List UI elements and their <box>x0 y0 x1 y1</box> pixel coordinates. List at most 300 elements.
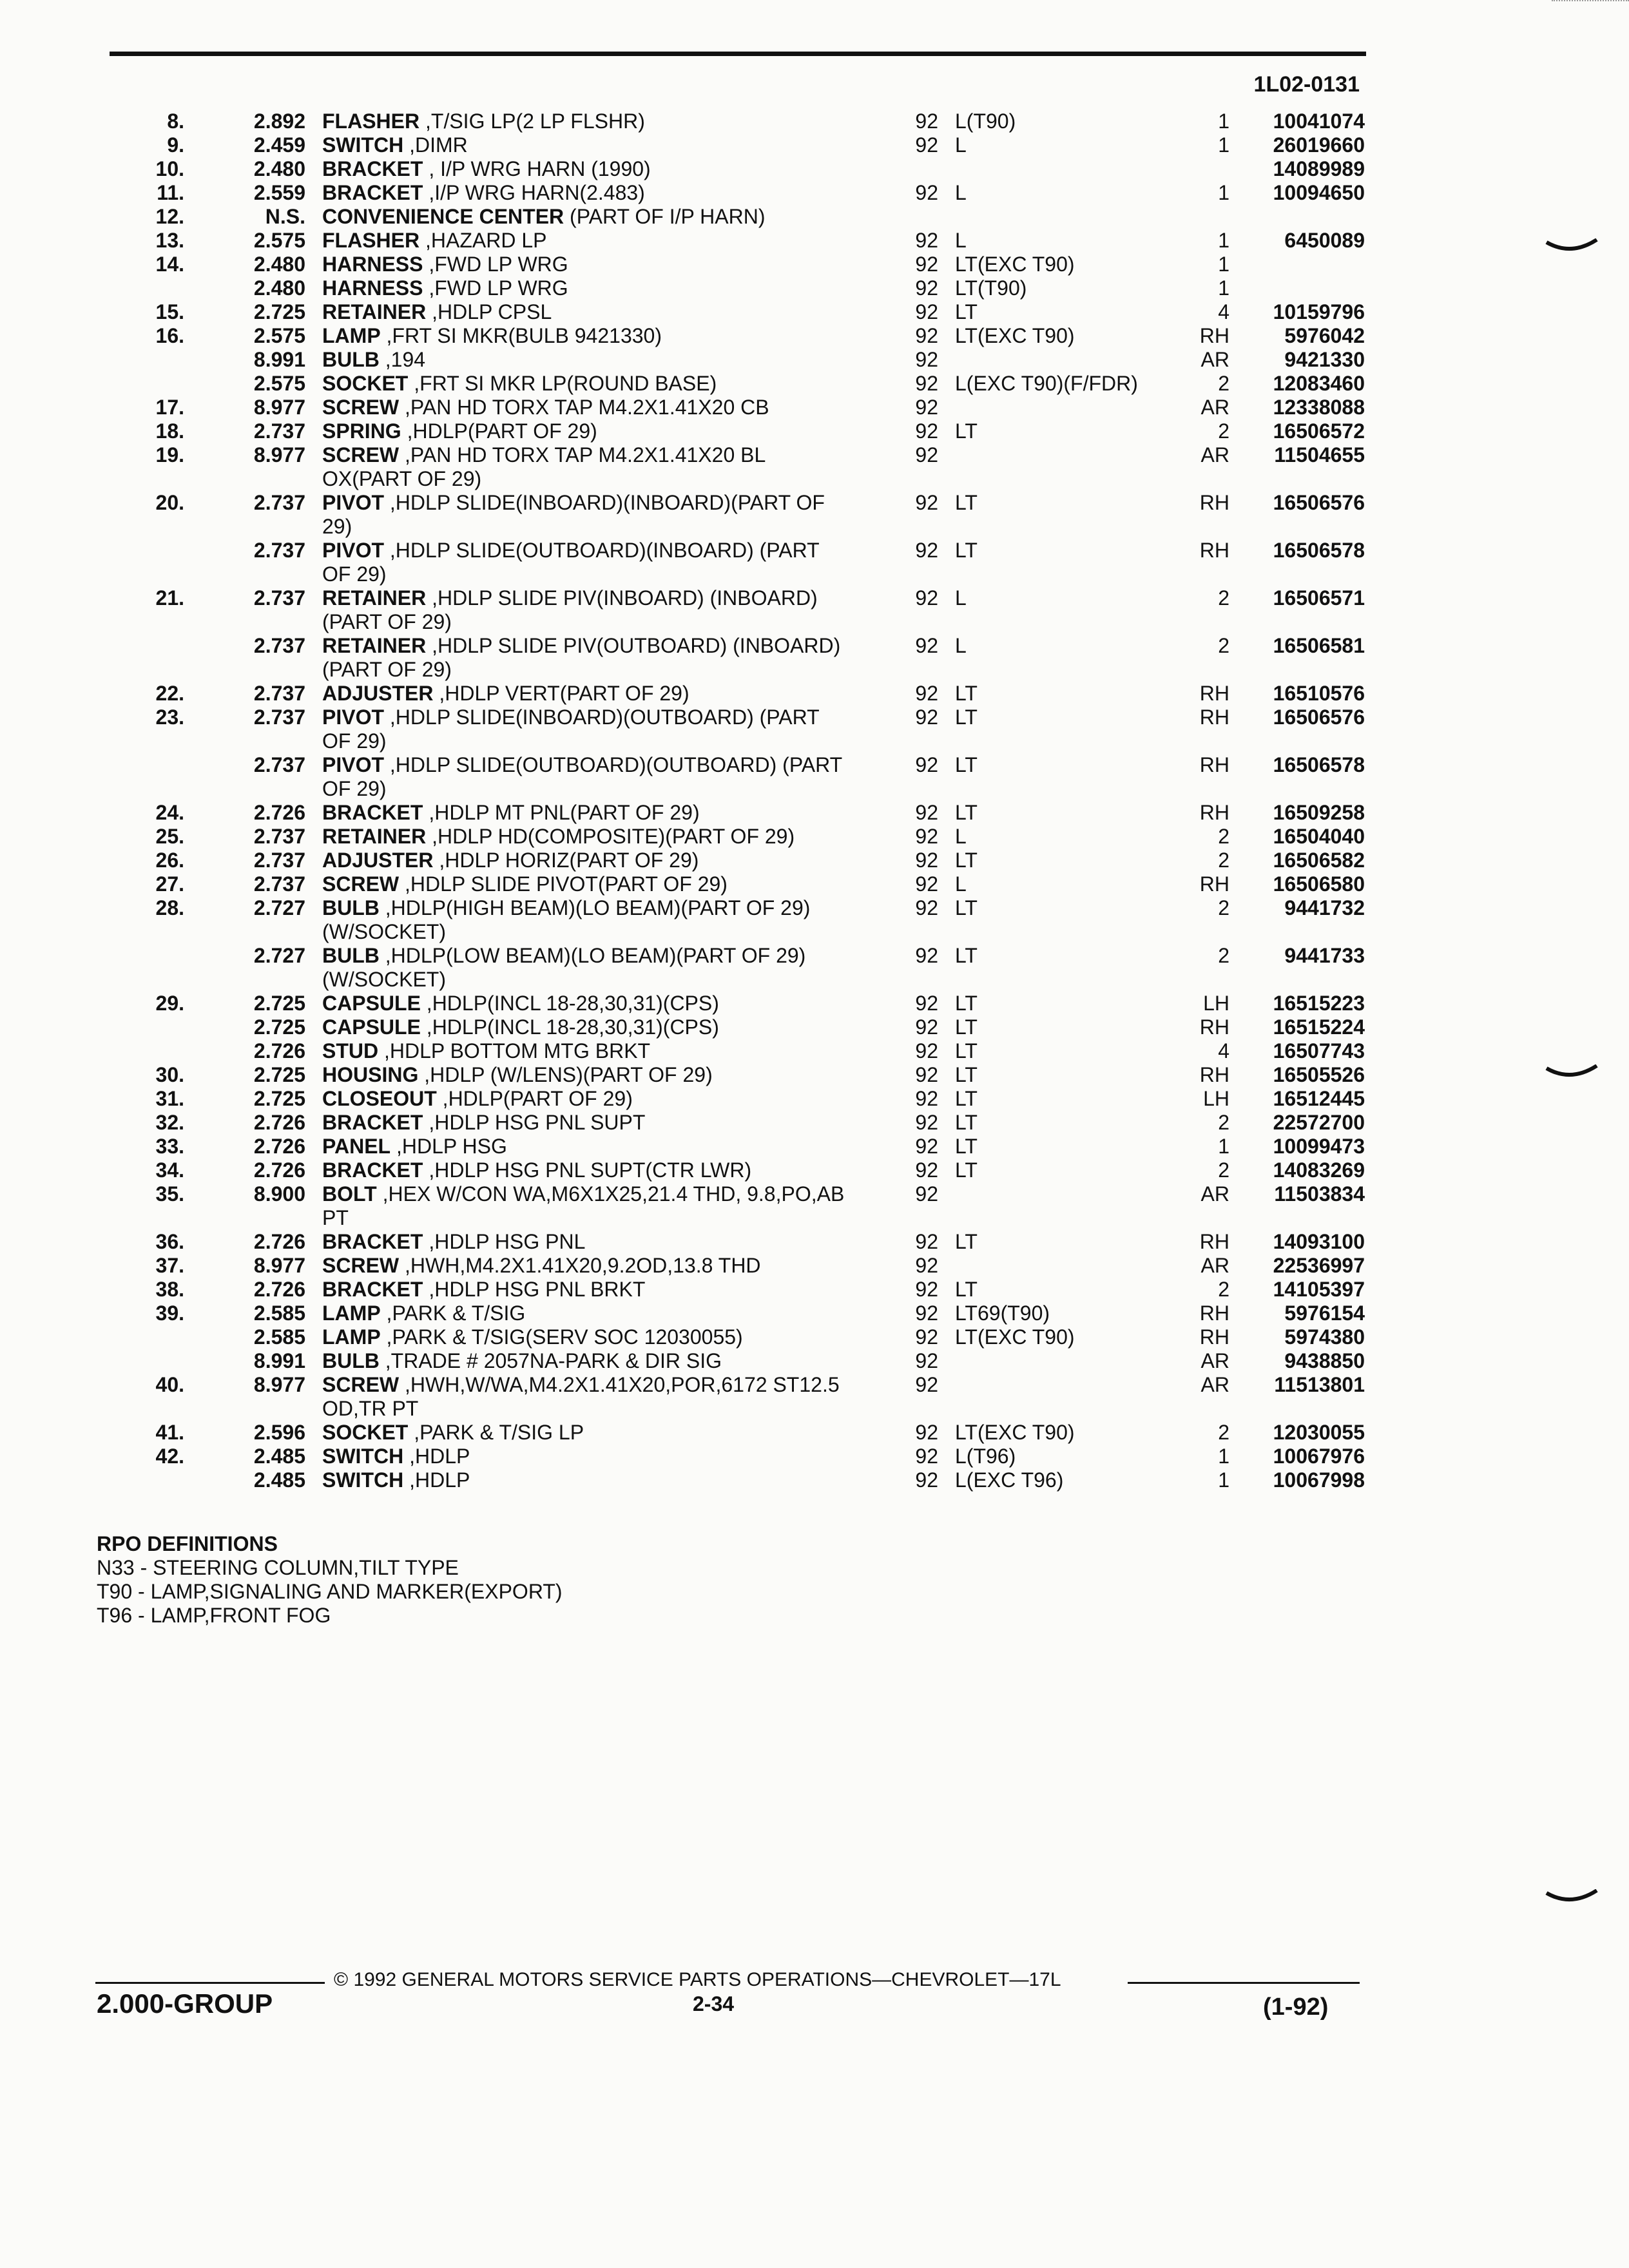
part-name: SOCKET <box>322 372 409 395</box>
usage-note: LT <box>955 682 978 705</box>
part-number: 5976042 <box>1284 324 1365 347</box>
part-number: 9441732 <box>1284 896 1365 919</box>
model-year: 92 <box>915 872 938 896</box>
quantity: LH <box>1203 992 1229 1015</box>
figure-number: 2.737 <box>253 491 305 514</box>
part-name: HOUSING <box>322 1063 419 1086</box>
description <box>322 229 851 253</box>
description <box>322 300 851 324</box>
part-detail: ,T/SIG LP(2 LP FLSHR) <box>419 110 645 133</box>
quantity: AR <box>1200 443 1229 466</box>
table-row <box>0 491 1629 539</box>
figure-number: 2.485 <box>253 1468 305 1492</box>
item-number: 21. <box>155 586 184 610</box>
part-name: BRACKET <box>322 1278 423 1301</box>
part-name: CAPSULE <box>322 992 421 1015</box>
part-detail: ,HDLP MT PNL(PART OF 29) <box>423 801 700 824</box>
description <box>322 1421 851 1445</box>
model-year: 92 <box>915 539 938 562</box>
figure-number: 2.726 <box>253 1230 305 1253</box>
table-row <box>0 1015 1629 1039</box>
model-year: 92 <box>915 1302 938 1325</box>
part-number: 16504040 <box>1273 825 1365 848</box>
part-detail: ,PARK & T/SIG(SERV SOC 12030055) <box>380 1325 743 1349</box>
quantity: 1 <box>1218 1135 1229 1158</box>
part-detail: ,FRT SI MKR LP(ROUND BASE) <box>408 372 717 395</box>
usage-note: LT(EXC T90) <box>955 324 1075 347</box>
part-detail: ,HDLP HD(COMPOSITE)(PART OF 29) <box>426 825 795 848</box>
part-detail: ,HDLP <box>403 1445 470 1468</box>
figure-number: 2.480 <box>253 253 305 276</box>
part-detail: ,HDLP HSG PNL <box>423 1230 586 1253</box>
table-row <box>0 1158 1629 1182</box>
table-row <box>0 825 1629 849</box>
usage-note: LT <box>955 801 978 824</box>
description <box>322 706 851 753</box>
table-row <box>0 229 1629 253</box>
usage-note: L <box>955 872 967 896</box>
quantity: 4 <box>1218 300 1229 323</box>
model-year: 92 <box>915 1349 938 1372</box>
model-year: 92 <box>915 1158 938 1182</box>
quantity: RH <box>1199 539 1229 562</box>
item-number: 11. <box>157 181 184 204</box>
description <box>322 133 851 157</box>
usage-note: LT <box>955 1087 978 1110</box>
table-row <box>0 586 1629 634</box>
item-number: 42. <box>155 1445 184 1468</box>
model-year: 92 <box>915 419 938 443</box>
description <box>322 419 851 443</box>
part-name: CAPSULE <box>322 1015 421 1039</box>
part-number: 16506578 <box>1273 539 1365 562</box>
quantity: 2 <box>1218 944 1229 967</box>
item-number: 39. <box>155 1302 184 1325</box>
figure-number: 2.575 <box>253 229 305 252</box>
model-year: 92 <box>915 1135 938 1158</box>
model-year: 92 <box>915 110 938 133</box>
item-number: 41. <box>155 1421 184 1444</box>
table-row <box>0 205 1629 229</box>
part-name: BULB <box>322 896 380 919</box>
quantity: RH <box>1199 1015 1229 1039</box>
item-number: 10. <box>155 157 184 180</box>
description <box>322 1325 851 1349</box>
table-row <box>0 872 1629 896</box>
usage-note: L(EXC T90)(F/FDR) <box>955 372 1138 395</box>
description <box>322 372 851 396</box>
part-number: 9438850 <box>1284 1349 1365 1372</box>
description <box>322 634 851 682</box>
usage-note: LT(T90) <box>955 276 1027 300</box>
quantity: 1 <box>1218 1468 1229 1492</box>
item-number: 24. <box>155 801 184 824</box>
figure-number: 2.596 <box>253 1421 305 1444</box>
part-detail: ,TRADE # 2057NA-PARK & DIR SIG <box>379 1349 722 1372</box>
quantity: 2 <box>1218 1111 1229 1134</box>
item-number: 33. <box>155 1135 184 1158</box>
table-row <box>0 849 1629 872</box>
quantity: 2 <box>1218 372 1229 395</box>
part-detail: ,HDLP BOTTOM MTG BRKT <box>378 1039 651 1062</box>
table-row <box>0 753 1629 801</box>
quantity: RH <box>1199 1230 1229 1253</box>
table-row <box>0 682 1629 706</box>
part-detail: ,HDLP(LOW BEAM)(LO BEAM)(PART OF 29)(W/SOCKET) <box>322 944 806 991</box>
table-row <box>0 944 1629 992</box>
quantity: 2 <box>1218 849 1229 872</box>
usage-note: LT <box>955 706 978 729</box>
model-year: 92 <box>915 1015 938 1039</box>
usage-note: LT(EXC T90) <box>955 1325 1075 1349</box>
figure-number: 2.737 <box>253 586 305 610</box>
quantity: AR <box>1200 348 1229 371</box>
quantity: 1 <box>1218 181 1229 204</box>
part-number: 16515224 <box>1273 1015 1365 1039</box>
item-number: 27. <box>155 872 184 896</box>
item-number: 19. <box>155 443 184 466</box>
item-number: 40. <box>155 1373 184 1396</box>
part-number: 22572700 <box>1273 1111 1365 1134</box>
table-row <box>0 1039 1629 1063</box>
quantity: RH <box>1199 1063 1229 1086</box>
usage-note: L <box>955 229 967 252</box>
description <box>322 1445 851 1468</box>
model-year: 92 <box>915 348 938 371</box>
description <box>322 944 851 992</box>
figure-number: 2.725 <box>253 1087 305 1110</box>
table-row <box>0 372 1629 396</box>
part-number: 16506580 <box>1273 872 1365 896</box>
part-name: SCREW <box>322 1373 400 1396</box>
part-number: 16507743 <box>1273 1039 1365 1062</box>
part-number: 22536997 <box>1273 1254 1365 1277</box>
usage-note: LT <box>955 1111 978 1134</box>
description <box>322 1039 851 1063</box>
description <box>322 205 851 229</box>
figure-number: 2.726 <box>253 1278 305 1301</box>
figure-number: 2.737 <box>253 634 305 657</box>
model-year: 92 <box>915 396 938 419</box>
description <box>322 1254 851 1278</box>
footer-group: 2.000-GROUP <box>97 1988 273 2019</box>
part-name: BULB <box>322 348 380 371</box>
figure-number: 2.575 <box>253 372 305 395</box>
model-year: 92 <box>915 706 938 729</box>
part-name: PANEL <box>322 1135 391 1158</box>
figure-number: 2.725 <box>253 1063 305 1086</box>
description <box>322 348 851 372</box>
part-number: 11513801 <box>1274 1373 1365 1396</box>
model-year: 92 <box>915 586 938 610</box>
part-number: 14089989 <box>1273 157 1365 180</box>
part-name: ADJUSTER <box>322 682 434 705</box>
usage-note: L <box>955 825 967 848</box>
figure-number: 2.725 <box>253 992 305 1015</box>
part-detail: ,HDLP SLIDE PIVOT(PART OF 29) <box>399 872 728 896</box>
part-name: PIVOT <box>322 539 385 562</box>
part-number: 9441733 <box>1284 944 1365 967</box>
model-year: 92 <box>915 1421 938 1444</box>
model-year: 92 <box>915 276 938 300</box>
usage-note: LT <box>955 1278 978 1301</box>
table-row <box>0 157 1629 181</box>
rpo-definitions <box>97 1532 563 1628</box>
part-number: 16506582 <box>1273 849 1365 872</box>
quantity: 2 <box>1218 825 1229 848</box>
part-number: 16515223 <box>1273 992 1365 1015</box>
part-name: STUD <box>322 1039 379 1062</box>
footer-rule-right <box>1128 1982 1360 1984</box>
part-name: CLOSEOUT <box>322 1087 437 1110</box>
figure-number: 8.977 <box>253 1254 305 1277</box>
figure-number: 8.977 <box>253 443 305 466</box>
model-year: 92 <box>915 1087 938 1110</box>
part-number: 16506576 <box>1273 491 1365 514</box>
table-row <box>0 1182 1629 1230</box>
part-number: 11503834 <box>1274 1182 1365 1206</box>
figure-number: 2.726 <box>253 1111 305 1134</box>
figure-number: 2.737 <box>253 539 305 562</box>
item-number: 26. <box>155 849 184 872</box>
part-detail: ,HDLP HSG <box>390 1135 507 1158</box>
model-year: 92 <box>915 944 938 967</box>
item-number: 22. <box>155 682 184 705</box>
usage-note: L <box>955 181 967 204</box>
part-detail: ,HDLP SLIDE(INBOARD)(INBOARD)(PART OF 29) <box>322 491 825 538</box>
quantity: RH <box>1199 682 1229 705</box>
description <box>322 1230 851 1254</box>
model-year: 92 <box>915 896 938 919</box>
table-row <box>0 992 1629 1015</box>
description <box>322 1158 851 1182</box>
item-number: 28. <box>155 896 184 919</box>
item-number: 31. <box>155 1087 184 1110</box>
part-name: RETAINER <box>322 300 427 323</box>
part-name: BRACKET <box>322 1111 423 1134</box>
table-row <box>0 801 1629 825</box>
figure-number: 2.480 <box>253 276 305 300</box>
part-name: BULB <box>322 944 380 967</box>
part-detail: ,HDLP HSG PNL BRKT <box>423 1278 646 1301</box>
model-year: 92 <box>915 253 938 276</box>
usage-note: LT <box>955 753 978 776</box>
rpo-line: N33 - STEERING COLUMN,TILT TYPE <box>97 1556 459 1579</box>
usage-note: LT <box>955 1230 978 1253</box>
quantity: AR <box>1200 1373 1229 1396</box>
part-number: 6450089 <box>1284 229 1365 252</box>
item-number: 25. <box>155 825 184 848</box>
part-detail: ,DIMR <box>403 133 468 157</box>
description <box>322 1063 851 1087</box>
table-row <box>0 443 1629 491</box>
usage-note: L(T90) <box>955 110 1016 133</box>
scan-speck <box>1552 0 1629 5</box>
part-detail: ,194 <box>379 348 426 371</box>
description <box>322 181 851 205</box>
table-row <box>0 181 1629 205</box>
table-row <box>0 1445 1629 1468</box>
quantity: RH <box>1199 491 1229 514</box>
table-row <box>0 1373 1629 1421</box>
item-number: 29. <box>155 992 184 1015</box>
footer-copyright: © 1992 GENERAL MOTORS SERVICE PARTS OPERATIONS—CHEVROLET—17L <box>334 1969 1061 1990</box>
part-number: 16506571 <box>1273 586 1365 610</box>
model-year: 92 <box>915 372 938 395</box>
binder-hole-mark <box>1545 1889 1598 1908</box>
top-rule <box>110 52 1366 56</box>
model-year: 92 <box>915 443 938 466</box>
figure-number: 2.459 <box>253 133 305 157</box>
part-detail: ,HDLP <box>403 1468 470 1492</box>
part-number: 14093100 <box>1273 1230 1365 1253</box>
description <box>322 992 851 1015</box>
part-name: HARNESS <box>322 276 423 300</box>
figure-number: 2.737 <box>253 419 305 443</box>
rpo-line: T96 - LAMP,FRONT FOG <box>97 1604 331 1627</box>
table-row <box>0 1278 1629 1302</box>
model-year: 92 <box>915 992 938 1015</box>
rpo-line: T90 - LAMP,SIGNALING AND MARKER(EXPORT) <box>97 1580 563 1603</box>
figure-number: 2.726 <box>253 1039 305 1062</box>
model-year: 92 <box>915 300 938 323</box>
part-name: PIVOT <box>322 706 385 729</box>
part-detail: ,HDLP(INCL 18-28,30,31)(CPS) <box>420 992 719 1015</box>
quantity: 1 <box>1218 110 1229 133</box>
parts-list <box>0 110 1629 1492</box>
item-number: 14. <box>155 253 184 276</box>
quantity: 1 <box>1218 1445 1229 1468</box>
quantity: RH <box>1199 1302 1229 1325</box>
model-year: 92 <box>915 1373 938 1396</box>
model-year: 92 <box>915 753 938 776</box>
item-number: 36. <box>155 1230 184 1253</box>
quantity: 2 <box>1218 1421 1229 1444</box>
part-detail: ,I/P WRG HARN(2.483) <box>423 181 645 204</box>
item-number: 32. <box>155 1111 184 1134</box>
model-year: 92 <box>915 1325 938 1349</box>
model-year: 92 <box>915 634 938 657</box>
part-detail: ,HDLP(INCL 18-28,30,31)(CPS) <box>420 1015 719 1039</box>
usage-note: LT <box>955 1135 978 1158</box>
description <box>322 1135 851 1158</box>
part-name: SWITCH <box>322 1468 404 1492</box>
usage-note: LT <box>955 1039 978 1062</box>
part-name: BRACKET <box>322 801 423 824</box>
figure-number: 8.977 <box>253 1373 305 1396</box>
figure-number: 2.892 <box>253 110 305 133</box>
figure-number: 2.727 <box>253 944 305 967</box>
part-number: 10159796 <box>1273 300 1365 323</box>
quantity: RH <box>1199 753 1229 776</box>
description <box>322 324 851 348</box>
description <box>322 396 851 419</box>
part-number: 16510576 <box>1273 682 1365 705</box>
figure-number: N.S. <box>265 205 305 228</box>
part-name: BRACKET <box>322 1230 423 1253</box>
part-name: LAMP <box>322 1302 381 1325</box>
part-name: SPRING <box>322 419 401 443</box>
usage-note: L <box>955 133 967 157</box>
part-detail: ,HDLP HORIZ(PART OF 29) <box>433 849 699 872</box>
model-year: 92 <box>915 682 938 705</box>
part-number: 12030055 <box>1273 1421 1365 1444</box>
quantity: 2 <box>1218 419 1229 443</box>
description <box>322 443 851 491</box>
figure-number: 8.991 <box>253 1349 305 1372</box>
part-detail: ,PARK & T/SIG <box>380 1302 526 1325</box>
part-name: SCREW <box>322 872 400 896</box>
description <box>322 1182 851 1230</box>
quantity: 1 <box>1218 133 1229 157</box>
binder-hole-mark <box>1545 1064 1598 1084</box>
part-detail: ,HDLP(PART OF 29) <box>436 1087 633 1110</box>
usage-note: LT <box>955 992 978 1015</box>
part-detail: ,HWH,W/WA,M4.2X1.41X20,POR,6172 ST12.5 OD,TR PT <box>322 1373 840 1420</box>
description <box>322 872 851 896</box>
description <box>322 1278 851 1302</box>
quantity: 2 <box>1218 586 1229 610</box>
part-detail: ,HDLP(PART OF 29) <box>401 419 597 443</box>
figure-number: 8.900 <box>253 1182 305 1206</box>
model-year: 92 <box>915 324 938 347</box>
quantity: RH <box>1199 801 1229 824</box>
part-name: SCREW <box>322 443 400 466</box>
description <box>322 157 851 181</box>
quantity: AR <box>1200 1254 1229 1277</box>
table-row <box>0 1135 1629 1158</box>
usage-note: L(T96) <box>955 1445 1016 1468</box>
description <box>322 849 851 872</box>
footer-date: (1-92) <box>1263 1994 1329 2021</box>
quantity: RH <box>1199 872 1229 896</box>
item-number: 20. <box>155 491 184 514</box>
item-number: 8. <box>167 110 184 133</box>
description <box>322 586 851 634</box>
part-detail: ,HDLP CPSL <box>426 300 552 323</box>
item-number: 30. <box>155 1063 184 1086</box>
part-detail: , I/P WRG HARN (1990) <box>423 157 651 180</box>
quantity: RH <box>1199 1325 1229 1349</box>
table-row <box>0 348 1629 372</box>
part-number: 26019660 <box>1273 133 1365 157</box>
footer-rule-left <box>95 1982 325 1984</box>
quantity: RH <box>1199 706 1229 729</box>
part-number: 14083269 <box>1273 1158 1365 1182</box>
figure-number: 2.725 <box>253 300 305 323</box>
page-code: 1L02-0131 <box>1253 72 1360 97</box>
usage-note: LT(EXC T90) <box>955 253 1075 276</box>
description <box>322 253 851 276</box>
part-name: HARNESS <box>322 253 423 276</box>
figure-number: 8.977 <box>253 396 305 419</box>
table-row <box>0 1087 1629 1111</box>
model-year: 92 <box>915 1039 938 1062</box>
description <box>322 801 851 825</box>
part-detail: ,HDLP SLIDE PIV(OUTBOARD) (INBOARD)(PART OF 29) <box>322 634 841 681</box>
part-number: 16512445 <box>1273 1087 1365 1110</box>
table-row <box>0 300 1629 324</box>
part-detail: ,FWD LP WRG <box>423 276 568 300</box>
item-number: 23. <box>155 706 184 729</box>
part-name: FLASHER <box>322 110 420 133</box>
item-number: 18. <box>155 419 184 443</box>
part-name: BRACKET <box>322 181 423 204</box>
part-name: SCREW <box>322 1254 400 1277</box>
part-detail: ,FWD LP WRG <box>423 253 568 276</box>
model-year: 92 <box>915 491 938 514</box>
item-number: 37. <box>155 1254 184 1277</box>
